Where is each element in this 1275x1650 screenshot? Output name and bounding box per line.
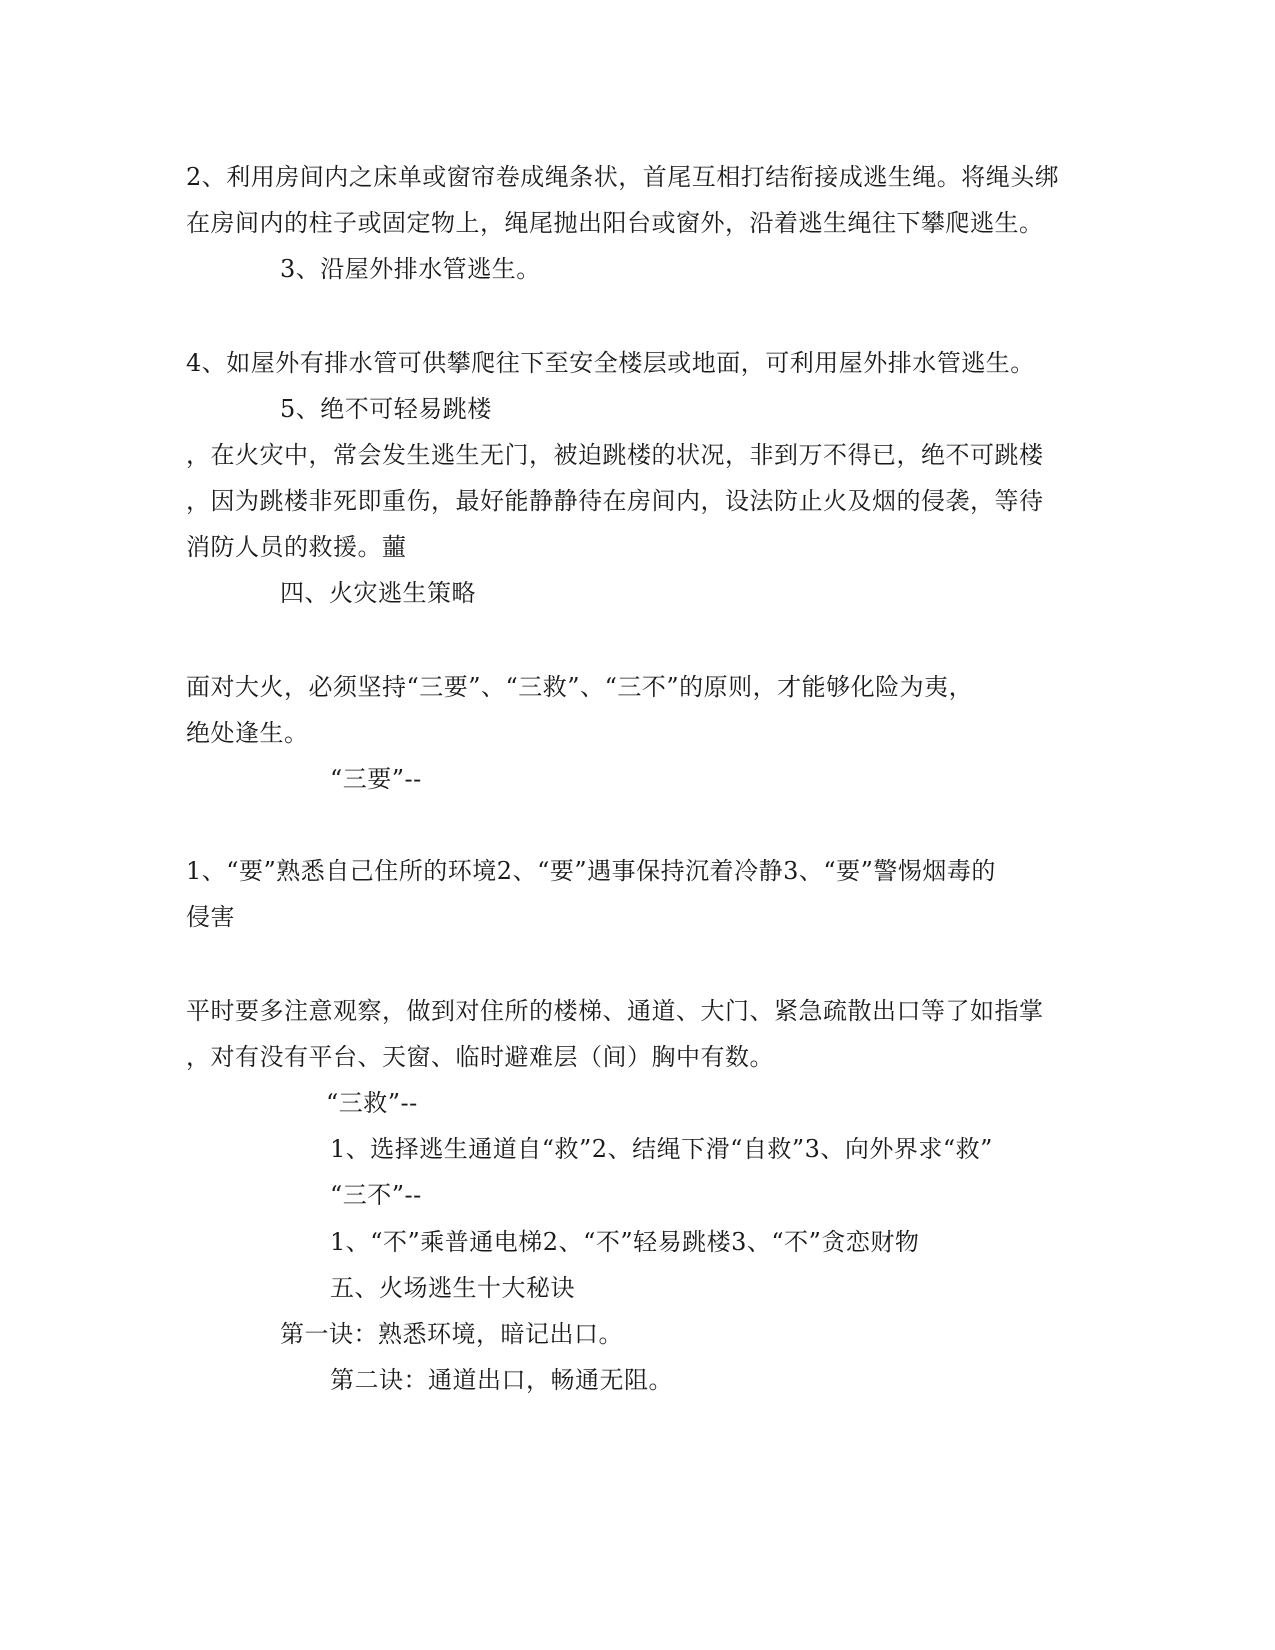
paragraph-line: 3、沿屋外排水管逃生。 [280, 255, 541, 283]
paragraph-line: 5、绝不可轻易跳楼 [280, 395, 492, 423]
section-heading: 四、火灾逃生策略 [280, 579, 476, 607]
paragraph-line: 绝处逢生。 [186, 719, 309, 747]
paragraph-line: ，对有没有平台、天窗、临时避难层（间）胸中有数。 [186, 1043, 774, 1071]
paragraph-line: 2、利用房间内之床单或窗帘卷成绳条状，首尾互相打结衔接成逃生绳。将绳头绑 [186, 163, 1060, 191]
paragraph-line: 平时要多注意观察，做到对住所的楼梯、通道、大门、紧急疏散出口等了如指掌 [186, 997, 1044, 1025]
paragraph-line: 4、如屋外有排水管可供攀爬往下至安全楼层或地面，可利用屋外排水管逃生。 [186, 349, 1035, 377]
paragraph-line: 第一诀：熟悉环境，暗记出口。 [280, 1320, 623, 1348]
paragraph-line: ，因为跳楼非死即重伤，最好能静静待在房间内，设法防止火及烟的侵袭，等待 [186, 487, 1044, 515]
paragraph-line: 消防人员的救援。蘁 [186, 533, 407, 561]
paragraph-line: 侵害 [186, 903, 235, 931]
subheading: “三不”-- [330, 1181, 422, 1209]
paragraph-line: 在房间内的柱子或固定物上，绳尾抛出阳台或窗外，沿着逃生绳往下攀爬逃生。 [186, 209, 1044, 237]
subheading: “三救”-- [326, 1089, 418, 1117]
paragraph-line: 第二诀：通道出口，畅通无阻。 [330, 1366, 673, 1394]
section-heading: 五、火场逃生十大秘诀 [330, 1274, 575, 1302]
paragraph-line: ，在火灾中，常会发生逃生无门，被迫跳楼的状况，非到万不得已，绝不可跳楼 [186, 441, 1044, 469]
subheading: “三要”-- [330, 765, 422, 793]
paragraph-line: 1、选择逃生通道自“救”2、结绳下滑“自救”3、向外界求“救” [330, 1135, 993, 1163]
paragraph-line: 1、“不”乘普通电梯2、“不”轻易跳楼3、“不”贪恋财物 [330, 1228, 920, 1256]
paragraph-line: 面对大火，必须坚持“三要”、“三救”、“三不”的原则，才能够化险为夷， [186, 673, 974, 701]
paragraph-line: 1、“要”熟悉自己住所的环境2、“要”遇事保持沉着冷静3、“要”警惕烟毒的 [186, 857, 996, 885]
